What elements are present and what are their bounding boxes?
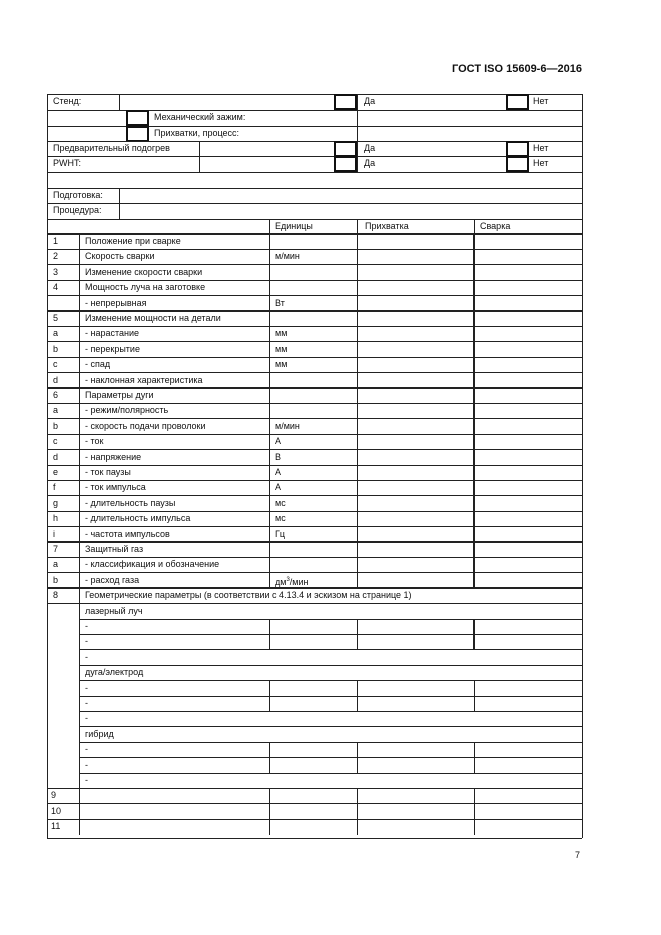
row-divider [47,387,582,389]
column-divider [269,419,270,434]
row-divider [79,634,582,635]
row-divider [47,326,582,327]
geometry-item: - [85,698,88,708]
column-divider [269,758,270,773]
column-divider [357,634,358,649]
row-number: c [53,436,58,447]
column-divider [473,373,475,388]
row-number: f [53,482,56,493]
column-divider [79,804,80,819]
row-number: g [53,497,59,508]
geometry-item: - [85,759,88,770]
column-divider [357,342,358,357]
column-divider [357,557,358,572]
geometry-item: - [85,775,88,785]
column-divider [357,326,358,341]
column-divider [79,819,80,834]
row-parameter: - нарастание [85,328,140,339]
column-divider [269,681,270,696]
row-parameter: - длительность паузы [85,497,176,508]
row-number: 7 [53,544,59,554]
row-unit: А [275,467,282,477]
column-divider [357,527,358,542]
column-divider [269,619,270,634]
row-divider [79,665,582,666]
row-unit: Гц [275,528,286,539]
pwht-no-label: Нет [533,158,549,168]
preheat-no-label: Нет [533,143,549,153]
stand-no-label: Нет [533,96,549,106]
column-divider [79,727,80,742]
column-divider [473,496,475,511]
column-divider [357,480,358,495]
column-divider [269,465,270,480]
row-divider [47,233,582,235]
column-divider [474,819,475,834]
row-parameter: - непрерывная [85,297,147,308]
row-parameter: Защитный газ [85,544,144,554]
mech-clamp-label: Механический зажим: [154,112,246,122]
column-divider [269,311,270,326]
column-divider [79,296,80,311]
form-left-border [47,94,48,838]
column-divider [473,326,475,341]
row-divider [47,156,582,157]
section8-title: Геометрические параметры (в соответствии с 4.13.4 и эскизом на странице 1) [85,590,412,601]
column-divider [473,280,475,295]
row-number: b [53,574,59,585]
row-unit: мс [275,513,286,524]
row-number: h [53,513,59,524]
row-number: 2 [53,251,59,262]
column-divider [79,342,80,357]
column-divider [473,342,475,357]
column-divider [79,665,80,680]
column-divider [357,804,358,819]
row-divider [79,742,582,743]
row-number: 6 [53,390,59,400]
column-divider [119,94,120,110]
column-divider [79,511,80,526]
column-divider [269,373,270,388]
column-header-units: Единицы [275,221,313,231]
row-parameter: - длительность импульса [85,513,191,524]
column-divider [79,696,80,711]
column-divider [357,450,358,465]
row-unit: А [275,482,282,493]
column-divider [79,650,80,665]
row-divider [47,264,582,265]
column-divider [357,249,358,264]
row-divider [47,541,582,543]
column-divider [473,480,475,495]
column-divider [79,681,80,696]
column-divider [473,634,475,649]
procedure-label: Процедура: [53,205,102,215]
column-divider [357,234,358,249]
stand-yes-label: Да [364,96,376,106]
column-divider [473,527,475,542]
row-unit: мм [275,328,288,339]
column-divider [269,480,270,495]
row-unit: В [275,451,282,462]
row-divider [47,572,582,573]
row-unit: Вт [275,297,285,308]
column-divider [79,619,80,634]
column-header-weld: Сварка [480,221,511,231]
column-divider [473,357,475,372]
column-divider [269,280,270,295]
column-divider [357,742,358,757]
geometry-group-label: гибрид [85,728,114,739]
column-divider [473,465,475,480]
column-divider [79,403,80,418]
column-divider [473,557,475,572]
column-divider [269,557,270,572]
row-parameter: - напряжение [85,451,142,462]
column-divider [473,573,475,588]
column-divider [473,265,475,280]
column-divider [357,434,358,449]
column-divider [357,373,358,388]
row-divider [47,449,582,450]
row-divider [47,418,582,419]
row-parameter: Параметры дуги [85,390,154,400]
column-divider [269,804,270,819]
row-divider [79,773,582,774]
column-divider [79,557,80,572]
column-divider [357,357,358,372]
column-divider [357,403,358,418]
column-divider [79,496,80,511]
row-parameter: - классификация и обозначение [85,559,220,570]
row-parameter: - наклонная характеристика [85,374,203,385]
column-divider [269,788,270,803]
column-divider [474,804,475,819]
column-divider [357,388,358,403]
row-parameter: - перекрытие [85,343,140,354]
column-divider [269,542,270,557]
row-divider [47,341,582,342]
row-divider [47,141,582,142]
column-divider [357,219,358,234]
row-unit: мс [275,497,286,508]
column-divider [357,311,358,326]
row-unit: мм [275,359,288,370]
row-divider [79,696,582,697]
row-divider [79,680,582,681]
column-divider [357,788,358,803]
row-number: d [53,374,59,385]
row-number: 10 [51,805,62,816]
row-number: b [53,343,59,354]
column-divider [473,234,475,249]
column-divider [357,419,358,434]
row-parameter: - режим/полярность [85,405,169,416]
row-number: 5 [53,313,59,323]
row-number: i [53,528,55,539]
column-divider [269,819,270,834]
row-parameter: Мощность луча на заготовке [85,282,206,293]
row-parameter: Изменение мощности на детали [85,313,221,323]
pwht-yes-label: Да [364,158,376,168]
row-divider [47,249,582,250]
column-divider [269,388,270,403]
column-divider [474,788,475,803]
row-divider [47,280,582,281]
geometry-item: - [85,744,88,755]
column-divider [269,434,270,449]
row-parameter: - расход газа [85,574,140,585]
pwht-no-checkbox[interactable] [506,156,529,172]
row-number: a [53,328,59,339]
row-divider [47,803,582,804]
column-divider [79,419,80,434]
column-divider [269,265,270,280]
column-divider [269,296,270,311]
column-divider [79,542,80,557]
column-divider [357,296,358,311]
row-divider [47,526,582,527]
column-divider [79,711,80,726]
row-number: e [53,467,59,477]
column-divider [357,573,358,588]
row-unit: м/мин [275,251,300,262]
column-divider [473,619,475,634]
column-divider [79,634,80,649]
stand-yes-checkbox[interactable] [334,94,357,110]
column-divider [79,234,80,249]
row-parameter: Изменение скорости сварки [85,266,203,277]
row-number: d [53,451,59,462]
column-divider [269,249,270,264]
row-number: 1 [53,236,59,246]
row-number: 11 [51,821,61,832]
column-divider [357,696,358,711]
column-divider [79,434,80,449]
row-divider [79,619,582,620]
row-number: a [53,405,59,416]
geometry-group-label: дуга/электрод [85,667,144,678]
row-divider [47,788,582,790]
column-header-tack: Прихватка [365,221,409,231]
row-divider [79,757,582,758]
column-divider [473,388,475,403]
column-divider [79,357,80,372]
row-divider [47,495,582,496]
column-divider [357,542,358,557]
document-code: ГОСТ ISO 15609-6—2016 [452,63,582,75]
row-number: b [53,420,59,431]
column-divider [79,465,80,480]
row-unit: А [275,436,282,447]
column-divider [474,696,475,711]
column-divider [269,496,270,511]
form-bottom-border [47,838,582,839]
form-top-border [47,94,582,95]
row-divider [79,726,582,727]
column-divider [79,788,80,803]
pwht-yes-checkbox[interactable] [334,156,357,172]
column-divider [269,234,270,249]
row-divider [47,819,582,820]
stand-label: Стенд: [53,96,82,106]
column-divider [473,419,475,434]
column-divider [474,742,475,757]
row-number: 3 [53,266,59,277]
column-divider [199,141,200,172]
column-divider [269,696,270,711]
column-divider [473,434,475,449]
column-divider [79,773,80,788]
column-divider [269,219,270,234]
row-divider [47,357,582,358]
column-divider [79,249,80,264]
column-divider [473,511,475,526]
column-divider [269,634,270,649]
column-divider [79,326,80,341]
row-divider [47,403,582,404]
column-divider [269,403,270,418]
row-divider [47,310,582,312]
geometry-item: - [85,621,88,631]
row-parameter: - частота импульсов [85,528,170,539]
column-divider [79,388,80,403]
row-number: a [53,559,59,570]
row-parameter: - ток импульса [85,482,146,493]
row-divider [47,511,582,512]
column-divider [474,219,475,234]
geometry-item: - [85,651,88,662]
column-divider [473,249,475,264]
row-divider [47,434,582,435]
column-divider [357,496,358,511]
column-divider [79,588,80,603]
column-divider [269,573,270,588]
column-divider [269,326,270,341]
stand-no-checkbox[interactable] [506,94,529,110]
row-divider [47,465,582,466]
row-number: c [53,359,58,370]
row-parameter: Скорость сварки [85,251,155,262]
column-divider [269,342,270,357]
row-parameter: - скорость подачи проволоки [85,420,206,431]
column-divider [79,373,80,388]
row-divider [47,557,582,558]
row-divider [47,188,582,189]
geometry-item: - [85,636,88,647]
column-divider [357,265,358,280]
column-divider [269,527,270,542]
page-number: 7 [575,850,581,860]
row-divider [47,480,582,481]
preheat-yes-label: Да [364,143,376,153]
row-parameter: - ток паузы [85,467,131,477]
column-divider [79,311,80,326]
row-unit: м/мин [275,420,300,431]
row-divider [47,587,582,589]
column-divider [357,819,358,834]
column-divider [357,619,358,634]
row-unit: $дм^3$/мин [275,576,309,587]
row-parameter: - спад [85,359,111,370]
row-parameter: Положение при сварке [85,236,181,246]
column-divider [357,465,358,480]
tacks-process-label: Прихватки, процесс: [154,128,240,138]
column-divider [473,311,475,326]
geometry-item: - [85,682,88,693]
column-divider [79,480,80,495]
column-divider [79,758,80,773]
row-divider [47,372,582,373]
column-divider [269,511,270,526]
column-divider [269,742,270,757]
mech-clamp-checkbox[interactable] [126,110,149,126]
pwht-label: PWHT: [53,158,81,168]
column-divider [119,188,120,219]
column-divider [269,450,270,465]
row-divider [47,295,582,296]
row-divider [47,172,582,173]
row-number: 4 [53,282,59,293]
preheat-label: Предварительный подогрев [53,143,170,153]
row-parameter: - ток [85,436,104,447]
column-divider [79,450,80,465]
column-divider [473,296,475,311]
row-number: 9 [51,790,57,801]
column-divider [357,758,358,773]
row-divider [47,603,582,604]
column-divider [79,280,80,295]
column-divider [473,450,475,465]
row-divider [47,219,582,220]
geometry-group-label: лазерный луч [85,605,143,616]
column-divider [474,758,475,773]
column-divider [79,527,80,542]
column-divider [473,403,475,418]
column-divider [357,511,358,526]
column-divider [79,604,80,619]
preparation-label: Подготовка: [53,190,103,200]
geometry-item: - [85,713,88,724]
row-divider [79,649,582,650]
welding-procedure-form [47,94,582,838]
column-divider [474,681,475,696]
column-divider [79,265,80,280]
row-number: 8 [53,590,59,601]
column-divider [79,742,80,757]
column-divider [357,681,358,696]
row-divider [47,203,582,204]
column-divider [79,573,80,588]
row-unit: мм [275,343,288,354]
column-divider [473,542,475,557]
column-divider [357,280,358,295]
column-divider [269,357,270,372]
row-divider [79,711,582,712]
